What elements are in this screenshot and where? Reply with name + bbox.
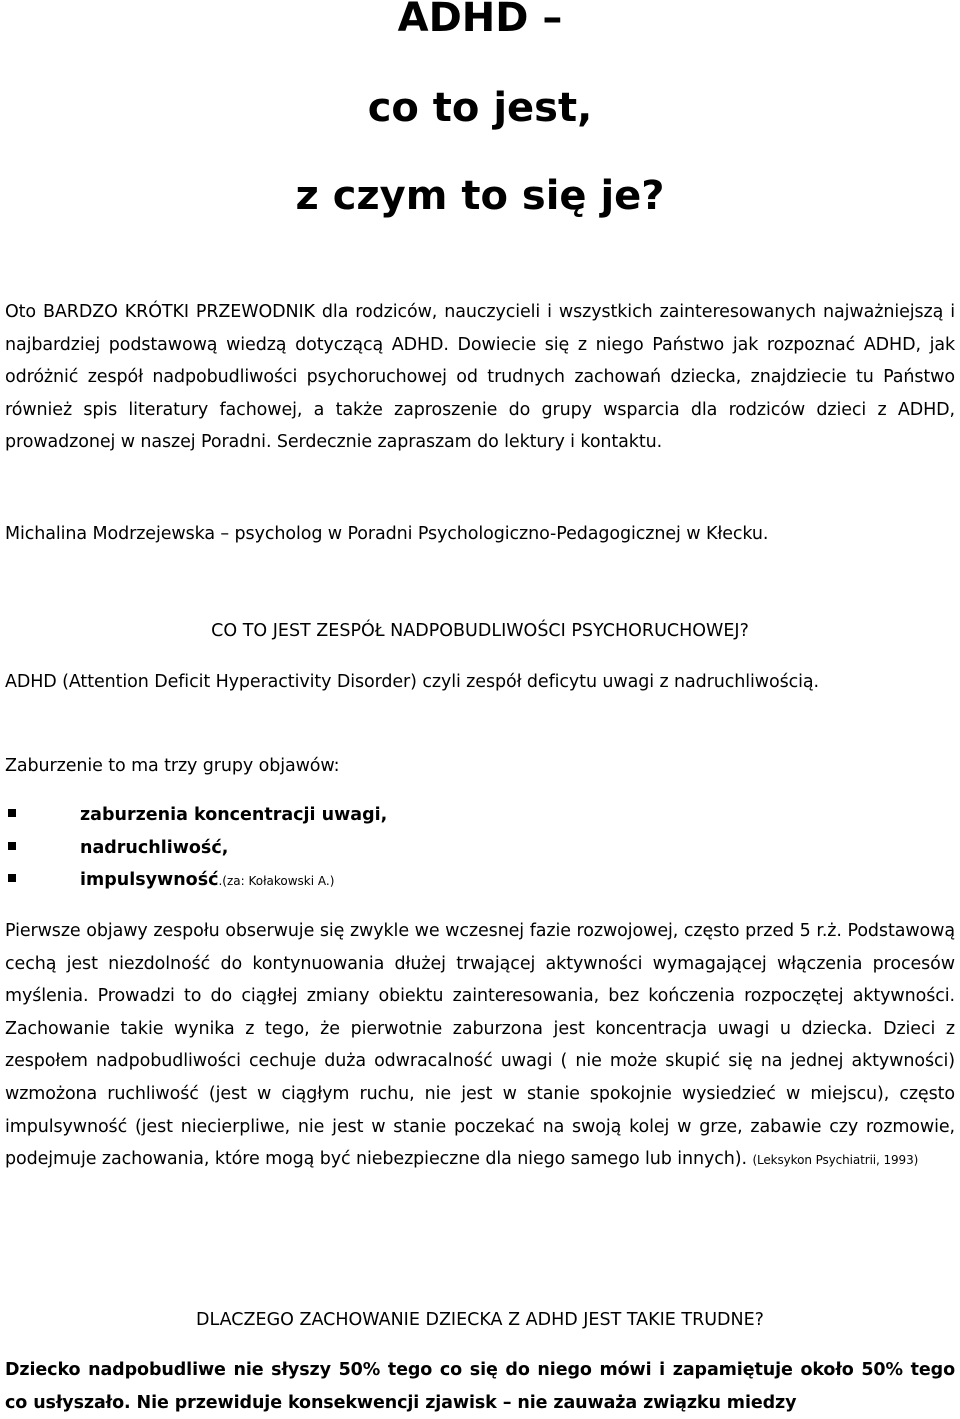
symptom-item [5,832,905,865]
author-line: Michalina Modrzejewska – psycholog w Poradni Psychologiczno-Pedagogicznej w Kłecku. [5,524,769,544]
title-line-1: ADHD – [397,0,563,41]
symptoms-description [5,915,955,1177]
title-line-3: z czym to się je? [295,173,665,219]
square-bullet-icon [8,842,16,850]
adhd-definition: ADHD (Attention Deficit Hyperactivity Disorder) czyli zespół deficytu uwagi z nadruchliwością. [5,672,819,692]
section-heading-why-difficult: DLACZEGO ZACHOWANIE DZIECKA Z ADHD JEST TAKIE TRUDNE? [196,1310,764,1330]
section-heading-what-is-adhd: CO TO JEST ZESPÓŁ NADPOBUDLIWOŚCI PSYCHORUCHOWEJ? [211,621,749,641]
intro-paragraph: Oto BARDZO KRÓTKI PRZEWODNIK dla rodziców, nauczycieli i wszystkich zainteresowanych najważniejszą i najbardziej podstawową wiedzą dotyczącą ADHD. Dowiecie się z niego Państwo jak rozpoznać ADHD, jak odróżnić zespół nadpobudliwości psychoruchowej od trudnych zachowań dziecka, znajdziecie tu Państwo również spis literatury fachowej, a także zaproszenie do grupy wsparcia dla rodziców dzieci z ADHD, prowadzonej w naszej Poradni. Serdecznie zapraszam do lektury i kontaktu. [5,302,955,453]
symptom-item [5,864,905,897]
square-bullet-icon [8,809,16,817]
symptoms-list [5,799,905,897]
symptom-item [5,799,905,832]
description-citation: (Leksykon Psychiatrii, 1993) [752,1153,919,1168]
square-bullet-icon [8,874,16,882]
title-line-2: co to jest, [367,85,593,131]
symptom-label: impulsywność [80,870,219,891]
symptom-label: zaburzenia koncentracji uwagi, [80,805,388,825]
why-difficult-paragraph: Dziecko nadpobudliwe nie słyszy 50% tego co się do niego mówi i zapamiętuje około 50% tego co usłyszało. Nie przewiduje konsekwencji zjawisk – nie zauważa związku miedzy [5,1360,955,1413]
description-text: Pierwsze objawy zespołu obserwuje się zwykle we wczesnej fazie rozwojowej, często przed 5 r.ż. Podstawową cechą jest niezdolność do kontynuowania dłużej trwającej aktywności wymagającej włączenia procesów myślenia. Prowadzi to do ciągłej zmiany obiektu zainteresowania, bez kończenia rozpoczętej aktywności. Zachowanie takie wynika z tego, że pierwotnie zaburzona jest koncentracja uwagi u dziecka. Dzieci z zespołem nadpobudliwości cechuje duża odwracalność uwagi ( nie może skupić się na jednej aktywności) wzmożona ruchliwość (jest w ciągłym ruchu, nie jest w stanie spokojnie wysiedzieć w miejscu), często impulsywność (jest niecierpliwe, nie jest w stanie poczekać na swoją kolej w grze, zabawie czy rozmowie, podejmuje zachowania, które mogą być niebezpieczne dla niego samego lub innych). [5,921,955,1170]
symptom-groups-intro: Zaburzenie to ma trzy grupy objawów: [5,756,340,776]
symptom-label: nadruchliwość, [80,837,229,858]
symptoms-citation: .(za: Kołakowski A.) [218,874,335,889]
